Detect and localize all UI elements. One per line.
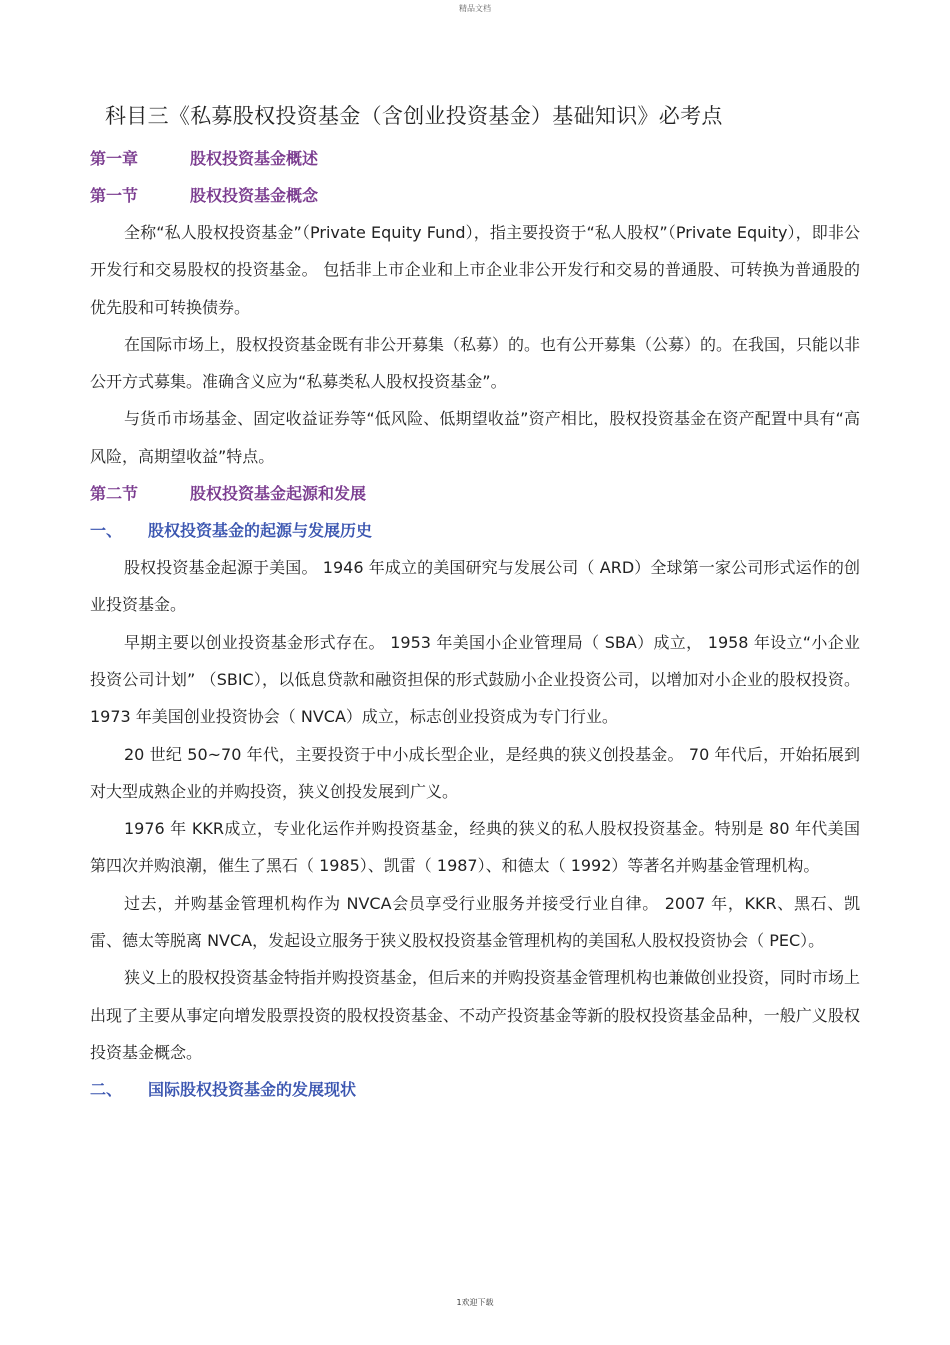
paragraph: 在国际市场上，股权投资基金既有非公开募集（私募）的。也有公开募集（公募）的。在我国，只能以非公开方式募集。准确含义应为“私募类私人股权投资基金”。	[90, 334, 861, 392]
chapter-number: 第一章	[90, 149, 139, 168]
subsection-heading-2	[90, 1071, 860, 1108]
page-footer	[0, 1297, 950, 1308]
section-heading-1	[90, 177, 860, 214]
footer-text: 欢迎下载	[461, 1298, 494, 1307]
page-number: 1	[456, 1298, 462, 1307]
paragraph: 早期主要以创业投资基金形式存在。 1953 年美国小企业管理局（ SBA）成立， 1958 年设立“小企业投资公司计划” （SBIC），以低息贷款和融资担保的形式鼓励小企业投资公司，以增加对小企业的股权投资。 1973 年美国创业投资协会（ NVCA）成立，标志创业投资成为专门行业。	[90, 632, 860, 727]
subsection-number: 二、	[90, 1080, 123, 1100]
section-number: 第一节	[90, 186, 139, 205]
paragraph: 过去，并购基金管理机构作为 NVCA会员享受行业服务并接受行业自律。 2007 年，KKR、黑石、凯雷、德太等脱离 NVCA，发起设立服务于狭义股权投资基金管理机构的美国私人股权投资协会（ PEC）。	[90, 893, 860, 951]
paragraph: 狭义上的股权投资基金特指并购投资基金，但后来的并购投资基金管理机构也兼做创业投资，同时市场上出现了主要从事定向增发股票投资的股权投资基金、不动产投资基金等新的股权投资基金品种，一般广义股权投资基金概念。	[90, 968, 861, 1062]
subsection-title: 国际股权投资基金的发展现状	[148, 1080, 357, 1100]
subsection-heading-1	[90, 512, 860, 549]
paragraph: 股权投资基金起源于美国。 1946 年成立的美国研究与发展公司（ ARD）全球第一家公司形式运作的创业投资基金。	[90, 558, 860, 615]
document-body	[90, 100, 860, 1108]
page-header: 精品文档	[459, 4, 491, 13]
paragraph: 20 世纪 50~70 年代，主要投资于中小成长型企业，是经典的狭义创投基金。 70 年代后，开始拓展到对大型成熟企业的并购投资，狭义创投发展到广义。	[90, 744, 860, 801]
section-heading-2	[90, 475, 860, 512]
paragraph: 1976 年 KKR成立，专业化运作并购投资基金，经典的狭义的私人股权投资基金。特别是 80 年代美国第四次并购浪潮，催生了黑石（ 1985）、凯雷（ 1987）、和德太（ 1992）等著名并购基金管理机构。	[90, 819, 860, 876]
section-title: 股权投资基金起源和发展	[190, 484, 367, 504]
section-number: 第二节	[90, 484, 139, 504]
section-title: 股权投资基金概念	[190, 186, 319, 205]
subsection-title: 股权投资基金的起源与发展历史	[148, 521, 373, 541]
document-title: 科目三《私募股权投资基金（含创业投资基金）基础知识》必考点	[105, 104, 723, 128]
chapter-title: 股权投资基金概述	[190, 149, 319, 168]
paragraph: 全称“私人股权投资基金”（Private Equity Fund），指主要投资于“私人股权”（Private Equity），即非公开发行和交易股权的投资基金。 包括非上市企业和上市企业非公开发行和交易的普通股、可转换为普通股的优先股和可转换债券。	[90, 223, 860, 317]
subsection-number: 一、	[90, 521, 123, 541]
paragraph: 与货币市场基金、固定收益证券等“低风险、低期望收益”资产相比，股权投资基金在资产配置中具有“高风险，高期望收益”特点。	[90, 409, 860, 466]
chapter-heading	[90, 140, 860, 177]
